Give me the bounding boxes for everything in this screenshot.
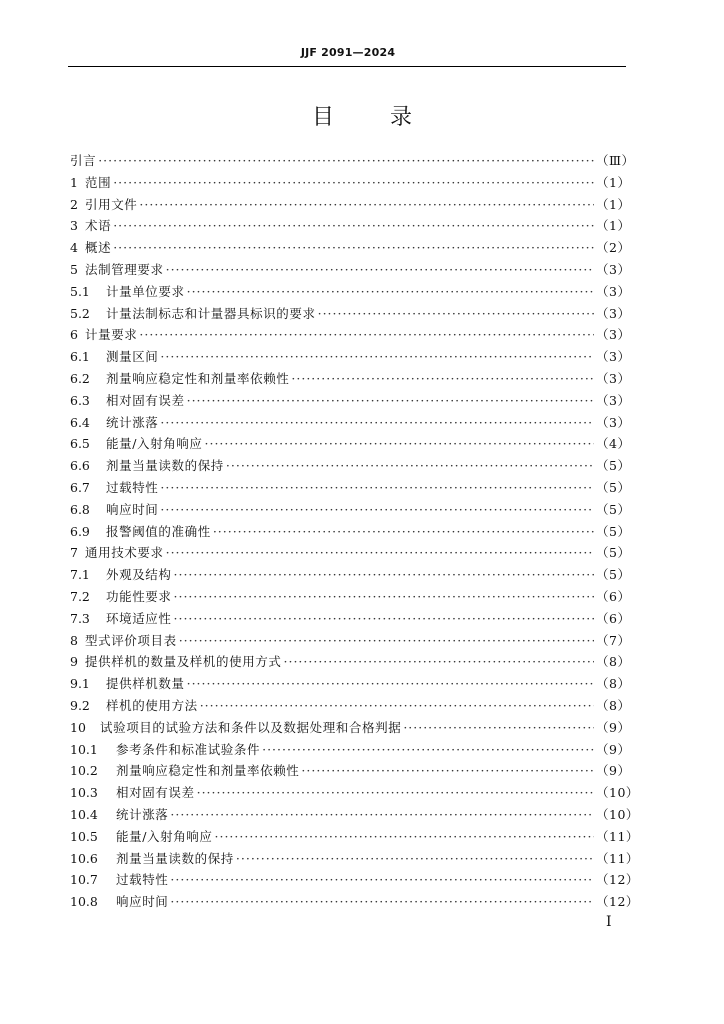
toc-entry[interactable] bbox=[70, 477, 631, 499]
toc-entry-label: 过载特性 bbox=[106, 479, 159, 495]
toc-entry-page: （3） bbox=[596, 305, 631, 321]
toc-entry-label: 试验项目的试验方法和条件以及数据处理和合格判据 bbox=[100, 719, 402, 735]
toc-entry-number: 6.3 bbox=[70, 392, 90, 408]
toc-entry-label: 报警阈值的准确性 bbox=[106, 523, 211, 539]
toc-entry-page: （3） bbox=[596, 392, 631, 408]
toc-entry[interactable] bbox=[70, 804, 639, 826]
toc-entry-page: （1） bbox=[596, 196, 631, 212]
toc-entry-label: 引用文件 bbox=[85, 196, 138, 212]
table-of-contents bbox=[70, 150, 639, 913]
toc-entry-number: 7.3 bbox=[70, 610, 90, 626]
toc-entry-number: 9 bbox=[70, 654, 78, 670]
footer-page-number: Ⅰ bbox=[606, 914, 612, 930]
toc-leader-dots bbox=[301, 760, 594, 782]
toc-entry-label: 测量区间 bbox=[106, 349, 159, 365]
toc-leader-dots bbox=[197, 782, 594, 804]
toc-leader-dots bbox=[174, 608, 594, 630]
toc-entry-page: （5） bbox=[596, 523, 631, 539]
toc-entry-page: （5） bbox=[596, 545, 631, 561]
toc-leader-dots bbox=[403, 717, 594, 739]
toc-entry-page: （11） bbox=[596, 850, 639, 866]
toc-leader-dots bbox=[113, 172, 594, 194]
toc-entry[interactable] bbox=[70, 760, 631, 782]
toc-entry-label: 能量/入射角响应 bbox=[116, 828, 213, 844]
toc-entry-number: 5.1 bbox=[70, 283, 90, 299]
toc-entry-number: 7 bbox=[70, 545, 78, 561]
toc-leader-dots bbox=[205, 433, 594, 455]
toc-entry-label: 环境适应性 bbox=[106, 610, 172, 626]
toc-entry-label: 计量法制标志和计量器具标识的要求 bbox=[106, 305, 316, 321]
header-rule bbox=[68, 66, 626, 67]
toc-leader-dots bbox=[98, 150, 594, 172]
toc-entry[interactable] bbox=[70, 324, 631, 346]
toc-entry-label: 通用技术要求 bbox=[85, 545, 164, 561]
toc-entry[interactable] bbox=[70, 194, 631, 216]
toc-entry[interactable] bbox=[70, 826, 639, 848]
toc-leader-dots bbox=[113, 237, 594, 259]
toc-entry[interactable] bbox=[70, 390, 631, 412]
toc-entry[interactable] bbox=[70, 303, 631, 325]
toc-entry[interactable] bbox=[70, 433, 631, 455]
toc-entry-label: 范围 bbox=[85, 174, 112, 190]
toc-leader-dots bbox=[187, 390, 594, 412]
toc-leader-dots bbox=[226, 455, 594, 477]
toc-entry-page: （7） bbox=[596, 632, 631, 648]
toc-entry-label: 参考条件和标准试验条件 bbox=[116, 741, 261, 757]
toc-entry-page: （5） bbox=[596, 567, 631, 583]
toc-entry-number: 6 bbox=[70, 327, 78, 343]
toc-entry-page: （9） bbox=[596, 763, 631, 779]
toc-entry-page: （4） bbox=[596, 436, 631, 452]
toc-entry[interactable] bbox=[70, 215, 631, 237]
toc-leader-dots bbox=[166, 542, 594, 564]
toc-entry-label: 计量单位要求 bbox=[106, 283, 185, 299]
toc-entry-number: 6.2 bbox=[70, 370, 90, 386]
toc-entry-number: 10 bbox=[70, 719, 86, 735]
toc-entry[interactable] bbox=[70, 695, 631, 717]
toc-entry-page: （1） bbox=[596, 218, 631, 234]
toc-entry[interactable] bbox=[70, 368, 631, 390]
toc-leader-dots bbox=[160, 412, 594, 434]
toc-entry[interactable] bbox=[70, 586, 631, 608]
toc-entry-number: 10.2 bbox=[70, 763, 98, 779]
toc-entry-page: （3） bbox=[596, 414, 631, 430]
toc-entry-page: （8） bbox=[596, 676, 631, 692]
toc-leader-dots bbox=[200, 695, 594, 717]
toc-entry-page: （8） bbox=[596, 697, 631, 713]
toc-entry[interactable] bbox=[70, 259, 631, 281]
toc-leader-dots bbox=[291, 368, 594, 390]
toc-leader-dots bbox=[213, 521, 594, 543]
toc-entry[interactable] bbox=[70, 521, 631, 543]
toc-entry-page: （6） bbox=[596, 610, 631, 626]
toc-entry-page: （10） bbox=[596, 806, 639, 822]
toc-leader-dots bbox=[236, 848, 594, 870]
toc-entry[interactable] bbox=[70, 673, 631, 695]
toc-leader-dots bbox=[187, 281, 594, 303]
toc-entry[interactable] bbox=[70, 455, 631, 477]
toc-entry-number: 9.1 bbox=[70, 676, 90, 692]
toc-leader-dots bbox=[113, 215, 594, 237]
toc-entry-page: （1） bbox=[596, 174, 631, 190]
toc-entry-label: 剂量当量读数的保持 bbox=[116, 850, 234, 866]
toc-entry-label: 外观及结构 bbox=[106, 567, 172, 583]
toc-entry-page: （12） bbox=[596, 872, 639, 888]
toc-leader-dots bbox=[139, 194, 594, 216]
toc-entry-page: （6） bbox=[596, 588, 631, 604]
toc-entry-number: 3 bbox=[70, 218, 78, 234]
toc-entry-number: 6.5 bbox=[70, 436, 90, 452]
toc-entry-number: 10.3 bbox=[70, 785, 98, 801]
toc-entry-label: 样机的使用方法 bbox=[106, 697, 198, 713]
toc-entry-page: （3） bbox=[596, 261, 631, 277]
toc-entry-page: （5） bbox=[596, 479, 631, 495]
toc-entry-page: （3） bbox=[596, 327, 631, 343]
toc-entry-number: 10.6 bbox=[70, 850, 98, 866]
toc-entry[interactable] bbox=[70, 782, 639, 804]
toc-entry[interactable] bbox=[70, 869, 639, 891]
toc-entry-number: 10.7 bbox=[70, 872, 98, 888]
toc-entry-number: 6.8 bbox=[70, 501, 90, 517]
toc-leader-dots bbox=[160, 499, 594, 521]
toc-entry-number: 6.7 bbox=[70, 479, 90, 495]
toc-entry-page: （3） bbox=[596, 349, 631, 365]
toc-entry-page: （Ⅲ） bbox=[596, 153, 635, 168]
toc-entry[interactable] bbox=[70, 412, 631, 434]
toc-entry-number: 6.6 bbox=[70, 458, 90, 474]
toc-entry-label: 剂量响应稳定性和剂量率依赖性 bbox=[116, 763, 300, 779]
toc-leader-dots bbox=[262, 739, 594, 761]
toc-entry-number: 4 bbox=[70, 240, 78, 256]
toc-entry-number: 7.1 bbox=[70, 567, 90, 583]
toc-entry-label: 统计涨落 bbox=[116, 806, 169, 822]
toc-entry-label: 过载特性 bbox=[116, 872, 169, 888]
toc-entry[interactable] bbox=[70, 651, 631, 673]
toc-leader-dots bbox=[160, 346, 594, 368]
toc-entry-page: （5） bbox=[596, 458, 631, 474]
toc-entry-number: 5.2 bbox=[70, 305, 90, 321]
toc-entry[interactable] bbox=[70, 542, 631, 564]
toc-entry-label: 法制管理要求 bbox=[85, 261, 164, 277]
toc-entry[interactable] bbox=[70, 891, 639, 913]
toc-entry-label: 剂量当量读数的保持 bbox=[106, 458, 224, 474]
toc-entry-label: 相对固有误差 bbox=[106, 392, 185, 408]
toc-entry-page: （3） bbox=[596, 283, 631, 299]
toc-entry[interactable] bbox=[70, 848, 639, 870]
toc-entry-number: 7.2 bbox=[70, 588, 90, 604]
standard-code-header: JJF 2091—2024 bbox=[300, 46, 396, 59]
toc-entry-number: 10.1 bbox=[70, 741, 98, 757]
toc-entry[interactable] bbox=[70, 564, 631, 586]
toc-entry[interactable] bbox=[70, 717, 631, 739]
toc-entry[interactable] bbox=[70, 608, 631, 630]
toc-leader-dots bbox=[187, 673, 594, 695]
toc-entry-page: （8） bbox=[596, 654, 631, 670]
toc-leader-dots bbox=[284, 651, 594, 673]
toc-leader-dots bbox=[215, 826, 594, 848]
toc-leader-dots bbox=[170, 804, 594, 826]
toc-entry-label: 功能性要求 bbox=[106, 588, 172, 604]
toc-entry[interactable] bbox=[70, 739, 631, 761]
page-title-char-2: 录 bbox=[390, 105, 413, 130]
toc-leader-dots bbox=[139, 324, 594, 346]
toc-leader-dots bbox=[160, 477, 594, 499]
toc-entry-page: （9） bbox=[596, 719, 631, 735]
toc-leader-dots bbox=[170, 891, 594, 913]
toc-entry-label: 相对固有误差 bbox=[116, 785, 195, 801]
toc-leader-dots bbox=[318, 303, 594, 325]
toc-entry-label: 响应时间 bbox=[116, 894, 169, 910]
toc-entry-number: 2 bbox=[70, 196, 78, 212]
page-title bbox=[0, 100, 724, 131]
toc-entry-page: （9） bbox=[596, 741, 631, 757]
toc-entry-number: 10.4 bbox=[70, 806, 98, 822]
toc-entry-number: 1 bbox=[70, 174, 78, 190]
toc-entry-label: 引言 bbox=[70, 153, 97, 168]
toc-entry-label: 统计涨落 bbox=[106, 414, 159, 430]
toc-entry-label: 提供样机的数量及样机的使用方式 bbox=[85, 654, 282, 670]
toc-entry-page: （11） bbox=[596, 828, 639, 844]
toc-entry[interactable] bbox=[70, 499, 631, 521]
toc-leader-dots bbox=[166, 259, 594, 281]
toc-entry-number: 6.9 bbox=[70, 523, 90, 539]
toc-entry-number: 8 bbox=[70, 632, 78, 648]
toc-entry[interactable] bbox=[70, 237, 631, 259]
toc-entry-label: 术语 bbox=[85, 218, 112, 234]
toc-entry-number: 5 bbox=[70, 261, 78, 277]
toc-entry-number: 10.8 bbox=[70, 894, 98, 910]
toc-entry-label: 型式评价项目表 bbox=[85, 632, 177, 648]
toc-entry-number: 9.2 bbox=[70, 697, 90, 713]
toc-leader-dots bbox=[174, 564, 594, 586]
toc-entry-page: （5） bbox=[596, 501, 631, 517]
toc-entry[interactable] bbox=[70, 346, 631, 368]
toc-entry-label: 概述 bbox=[85, 240, 112, 256]
toc-leader-dots bbox=[174, 586, 594, 608]
toc-leader-dots bbox=[170, 869, 594, 891]
toc-entry[interactable] bbox=[70, 630, 631, 652]
toc-entry-label: 剂量响应稳定性和剂量率依赖性 bbox=[106, 370, 290, 386]
toc-entry[interactable] bbox=[70, 281, 631, 303]
toc-entry[interactable] bbox=[70, 150, 635, 172]
toc-entry-number: 6.1 bbox=[70, 349, 90, 365]
toc-entry-number: 10.5 bbox=[70, 828, 98, 844]
toc-entry-page: （12） bbox=[596, 894, 639, 910]
toc-entry[interactable] bbox=[70, 172, 631, 194]
toc-entry-label: 提供样机数量 bbox=[106, 676, 185, 692]
toc-entry-label: 能量/入射角响应 bbox=[106, 436, 203, 452]
toc-leader-dots bbox=[179, 630, 594, 652]
toc-entry-label: 响应时间 bbox=[106, 501, 159, 517]
toc-entry-label: 计量要求 bbox=[85, 327, 138, 343]
toc-entry-page: （3） bbox=[596, 370, 631, 386]
page-title-char-1: 目 bbox=[311, 105, 334, 130]
toc-entry-page: （10） bbox=[596, 785, 639, 801]
toc-entry-number: 6.4 bbox=[70, 414, 90, 430]
toc-entry-page: （2） bbox=[596, 240, 631, 256]
